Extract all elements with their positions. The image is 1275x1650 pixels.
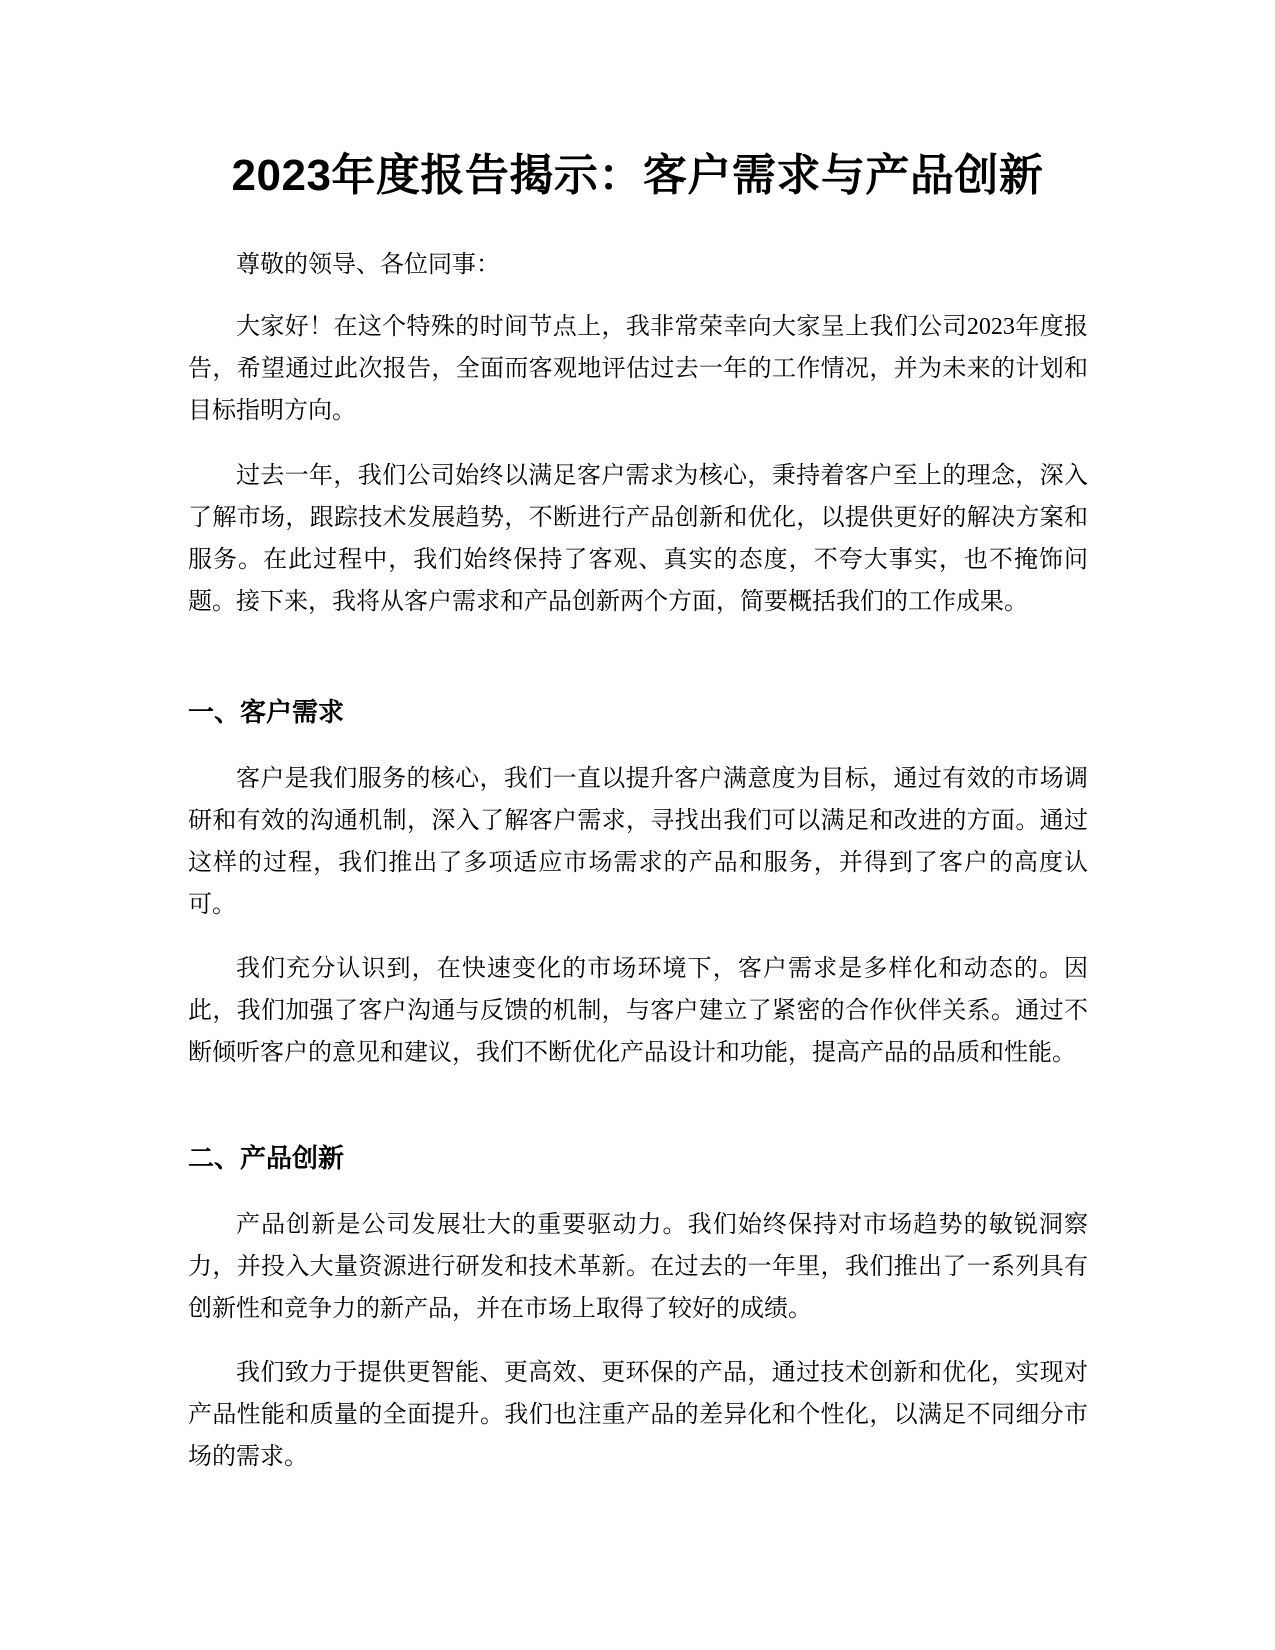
product-innovation-paragraph-2: 我们致力于提供更智能、更高效、更环保的产品，通过技术创新和优化，实现对产品性能和质量的全面提升。我们也注重产品的差异化和个性化，以满足不同细分市场的需求。	[188, 1360, 1088, 1470]
customer-needs-paragraph-2: 我们充分认识到，在快速变化的市场环境下，客户需求是多样化和动态的。因此，我们加强了客户沟通与反馈的机制，与客户建立了紧密的合作伙伴关系。通过不断倾听客户的意见和建议，我们不断优化产品设计和功能，提高产品的品质和性能。	[188, 956, 1088, 1066]
review-paragraph: 过去一年，我们公司始终以满足客户需求为核心，秉持着客户至上的理念，深入了解市场，跟踪技术发展趋势，不断进行产品创新和优化，以提供更好的解决方案和服务。在此过程中，我们始终保持了客观、真实的态度，不夸大事实，也不掩饰问题。接下来，我将从客户需求和产品创新两个方面，简要概括我们的工作成果。	[188, 463, 1088, 615]
page-title: 2023年度报告揭示：客户需求与产品创新	[231, 151, 1044, 200]
greeting-paragraph: 尊敬的领导、各位同事：	[236, 252, 500, 278]
customer-needs-paragraph-1: 客户是我们服务的核心，我们一直以提升客户满意度为目标，通过有效的市场调研和有效的沟通机制，深入了解客户需求，寻找出我们可以满足和改进的方面。通过这样的过程，我们推出了多项适应市场需求的产品和服务，并得到了客户的高度认可。	[188, 766, 1088, 918]
section-heading-customer-needs: 一、客户需求	[188, 697, 345, 727]
section-heading-product-innovation: 二、产品创新	[188, 1143, 345, 1173]
product-innovation-paragraph-1: 产品创新是公司发展壮大的重要驱动力。我们始终保持对市场趋势的敏锐洞察力，并投入大量资源进行研发和技术革新。在过去的一年里，我们推出了一系列具有创新性和竞争力的新产品，并在市场上取得了较好的成绩。	[188, 1212, 1088, 1322]
intro-paragraph: 大家好！在这个特殊的时间节点上，我非常荣幸向大家呈上我们公司2023年度报告，希望通过此次报告，全面而客观地评估过去一年的工作情况，并为未来的计划和目标指明方向。	[188, 314, 1088, 424]
